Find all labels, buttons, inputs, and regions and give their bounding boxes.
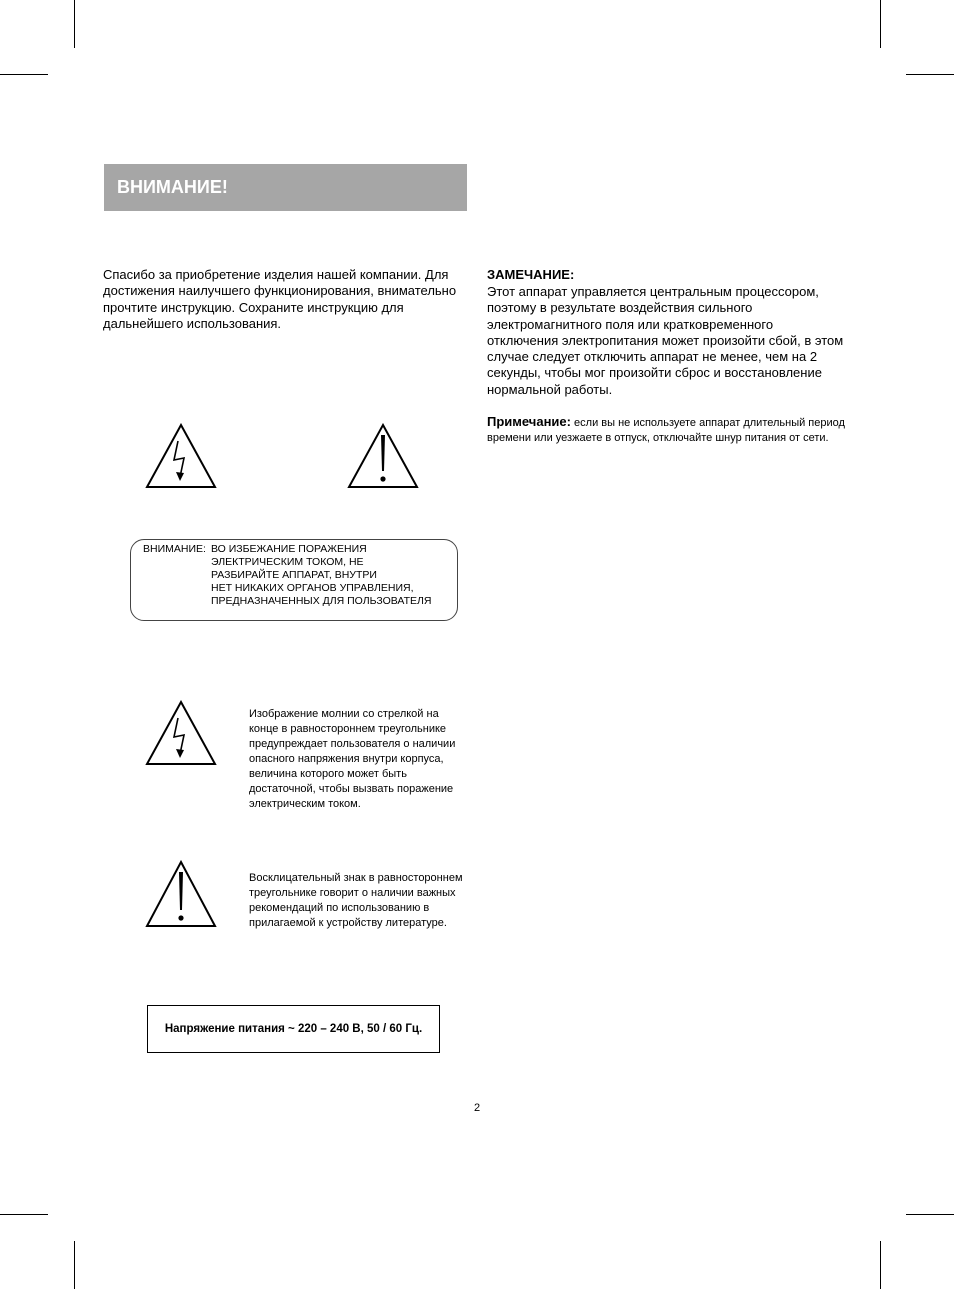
remark-text: если вы не используете аппарат длительный период времени или уезжаете в отпуск, отключайте шнур питания от сети. <box>487 417 845 444</box>
voltage-spec: Напряжение питания ~ 220 – 240 В, 50 / 60 Гц. <box>147 1005 440 1053</box>
section-title: ВНИМАНИЕ! <box>104 164 467 211</box>
crop-mark <box>0 1214 48 1215</box>
exclamation-symbol-description: Восклицательный знак в равностороннем треугольнике говорит о наличии важных рекомендаций по использованию в прилагаемой к устройству литературе. <box>249 872 463 929</box>
crop-mark <box>0 74 48 75</box>
crop-mark <box>906 74 954 75</box>
crop-mark <box>880 0 881 48</box>
lightning-warning-icon <box>145 423 217 489</box>
exclamation-warning-icon <box>347 423 419 489</box>
remark <box>487 414 847 446</box>
remark-label: Примечание: <box>487 414 571 429</box>
intro-text: Спасибо за приобретение изделия нашей компании. Для достижения наилучшего функционирования, внимательно прочтите инструкцию. Сохраните инструкцию для дальнейшего использования. <box>103 267 457 331</box>
lightning-warning-icon <box>145 700 217 766</box>
warning-text: ВО ИЗБЕЖАНИЕ ПОРАЖЕНИЯ ЭЛЕКТРИЧЕСКИМ ТОКОМ, НЕ РАЗБИРАЙТЕ АППАРАТ, ВНУТРИ НЕТ НИКАКИХ ОРГАНОВ УПРАВЛЕНИЯ, ПРЕДНАЗНАЧЕННЫХ ДЛЯ ПОЛЬЗОВАТЕЛЯ <box>211 543 432 607</box>
crop-mark <box>74 0 75 48</box>
warning-label: ВНИМАНИЕ: <box>143 543 206 555</box>
crop-mark <box>880 1241 881 1289</box>
page-number: 2 <box>473 1102 481 1114</box>
exclamation-warning-icon <box>145 860 217 928</box>
note-heading: ЗАМЕЧАНИЕ: <box>487 267 575 282</box>
shock-warning-box <box>130 539 458 621</box>
crop-mark <box>906 1214 954 1215</box>
note-text: Этот аппарат управляется центральным процессором, поэтому в результате воздействия сильного электромагнитного поля или кратковременного отключения электропитания может произойти сбой, в этом случае следует отключить аппарат не менее, чем на 2 секунды, чтобы мог произойти сброс и восстановление нормальной работы. <box>487 284 844 397</box>
crop-mark <box>74 1241 75 1289</box>
lightning-symbol-description: Изображение молнии со стрелкой на конце в равностороннем треугольнике предупреждает пользователя о наличии опасного напряжения внутри корпуса, величина которого может быть достаточной, чтобы вызвать поражение электрическим током. <box>249 708 456 810</box>
